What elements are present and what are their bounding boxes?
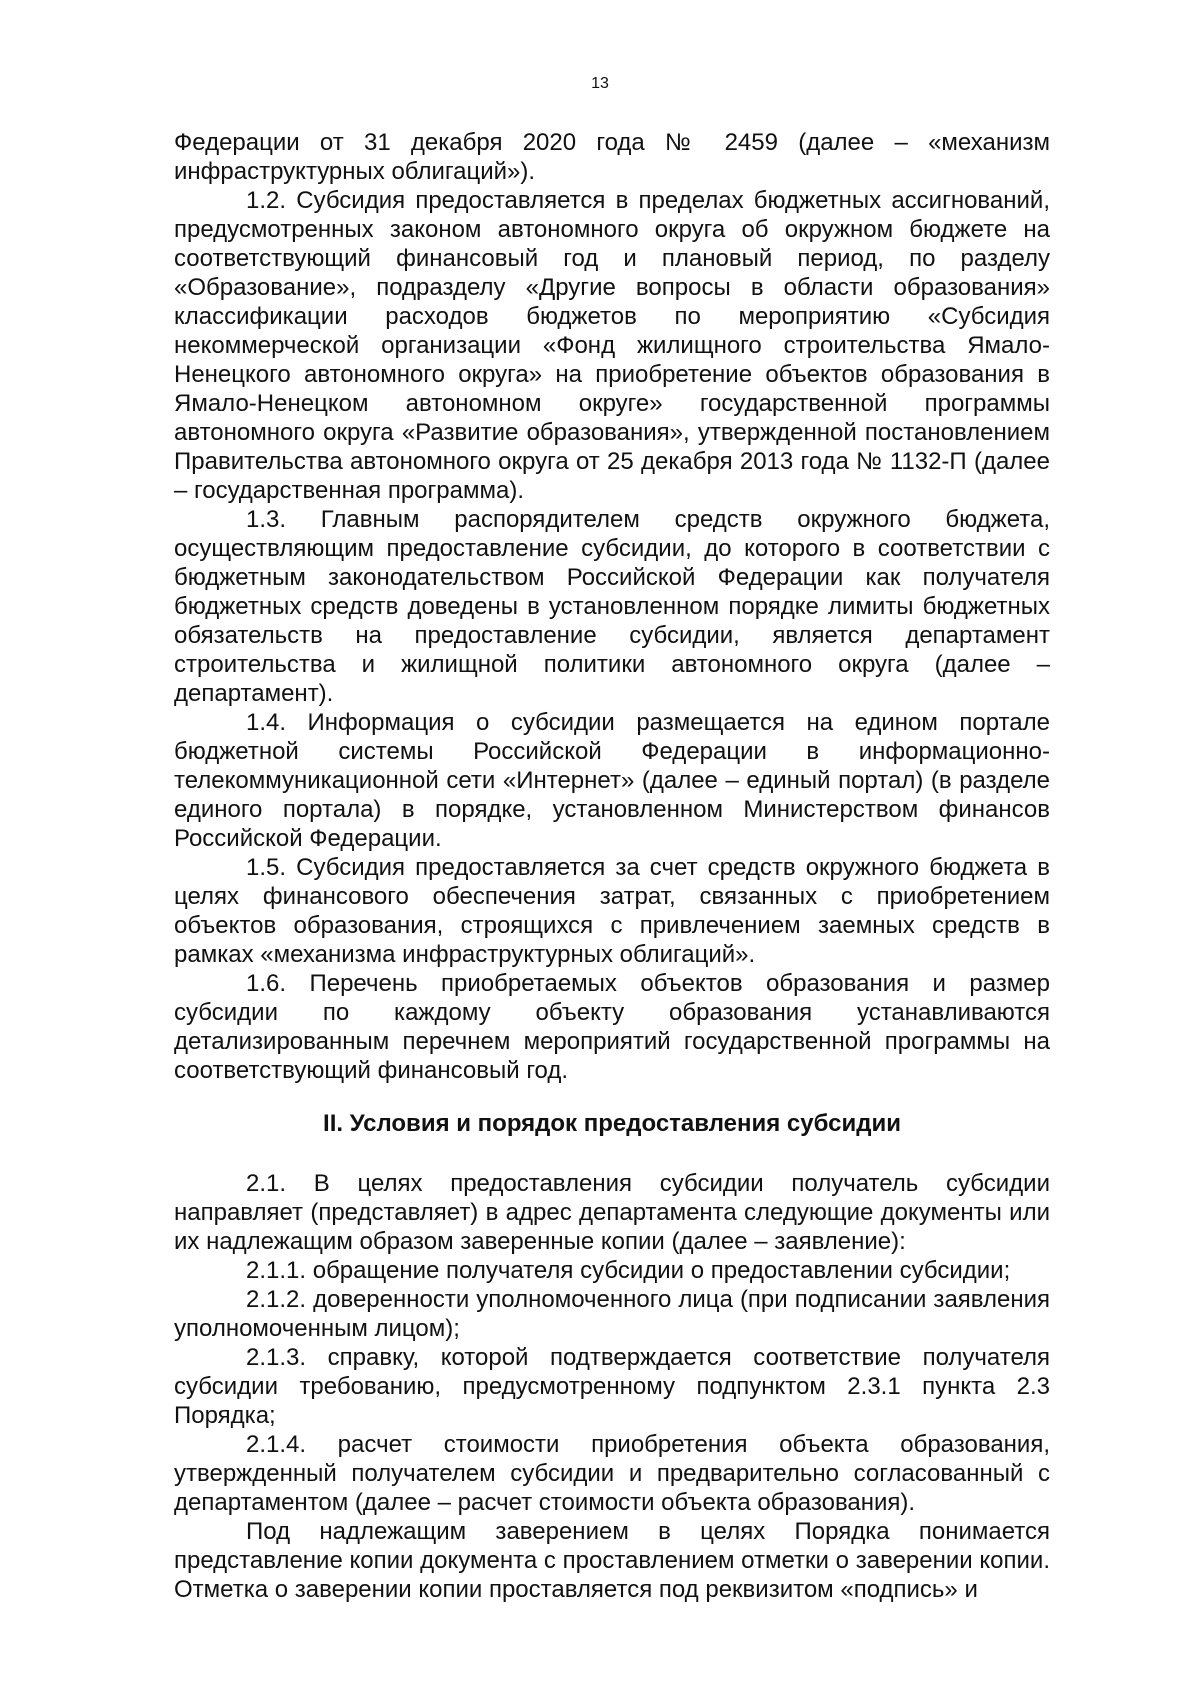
paragraph-2-1-1: 2.1.1. обращение получателя субсидии о предоставлении субсидии; (246, 1257, 1011, 1284)
section-2-heading-wrap (174, 1109, 1050, 1138)
section-2-body (174, 1169, 1050, 1604)
paragraph-continuation: Федерации от 31 декабря 2020 года № 2459 (далее – «механизм инфраструктурных облигаций»). (174, 129, 1050, 185)
paragraph-certification: Под надлежащим заверением в целях Порядка понимается представление копии документа с проставлением отметки о заверении копии. Отметка о заверении копии проставляется под реквизитом «подпись» и (174, 1518, 1050, 1603)
paragraph-2-1-3: 2.1.3. справку, которой подтверждается соответствие получателя субсидии требованию, предусмотренному подпунктом 2.3.1 пункта 2.3 Порядка; (174, 1344, 1050, 1429)
paragraph-2-1-4: 2.1.4. расчет стоимости приобретения объекта образования, утвержденный получателем субсидии и предварительно согласованный с департаментом (далее – расчет стоимости объекта образования). (174, 1431, 1050, 1516)
paragraph-2-1: 2.1. В целях предоставления субсидии получатель субсидии направляет (представляет) в адрес департамента следующие документы или их надлежащим образом заверенные копии (далее – заявление): (174, 1170, 1050, 1255)
paragraph-1-2: 1.2. Субсидия предоставляется в пределах бюджетных ассигнований, предусмотренных законом автономного округа об окружном бюджете на соответствующий финансовый год и плановый период, по разделу «Образование», подразделу «Другие вопросы в области образования» классификации расходов бюджетов по мероприятию «Субсидия некоммерческой организации «Фонд жилищного строительства Ямало-Ненецкого автономного округа» на приобретение объектов образования в Ямало-Ненецком автономном округе» государственной программы автономного округа «Развитие образования», утвержденной постановлением Правительства автономного округа от 25 декабря 2013 года № 1132-П (далее – государственная программа). (174, 187, 1050, 504)
section-1-body (174, 128, 1050, 1085)
section-2-heading: II. Условия и порядок предоставления субсидии (323, 1110, 901, 1137)
paragraph-1-5: 1.5. Субсидия предоставляется за счет средств окружного бюджета в целях финансового обеспечения затрат, связанных с приобретением объектов образования, строящихся с привлечением заемных средств в рамках «механизма инфраструктурных облигаций». (174, 854, 1050, 968)
paragraph-2-1-2: 2.1.2. доверенности уполномоченного лица (при подписании заявления уполномоченным лицом); (174, 1286, 1050, 1342)
page-number: 13 (591, 75, 609, 92)
paragraph-1-4: 1.4. Информация о субсидии размещается на едином портале бюджетной системы Российской Федерации в информационно-телекоммуникационной сети «Интернет» (далее – единый портал) (в разделе единого портала) в порядке, установленном Министерством финансов Российской Федерации. (174, 709, 1050, 852)
paragraph-1-3: 1.3. Главным распорядителем средств окружного бюджета, осуществляющим предоставление субсидии, до которого в соответствии с бюджетным законодательством Российской Федерации как получателя бюджетных средств доведены в установленном порядке лимиты бюджетных обязательств на предоставление субсидии, является департамент строительства и жилищной политики автономного округа (далее – департамент). (174, 506, 1050, 707)
paragraph-1-6: 1.6. Перечень приобретаемых объектов образования и размер субсидии по каждому объекту образования устанавливаются детализированным перечнем мероприятий государственной программы на соответствующий финансовый год. (174, 970, 1050, 1084)
